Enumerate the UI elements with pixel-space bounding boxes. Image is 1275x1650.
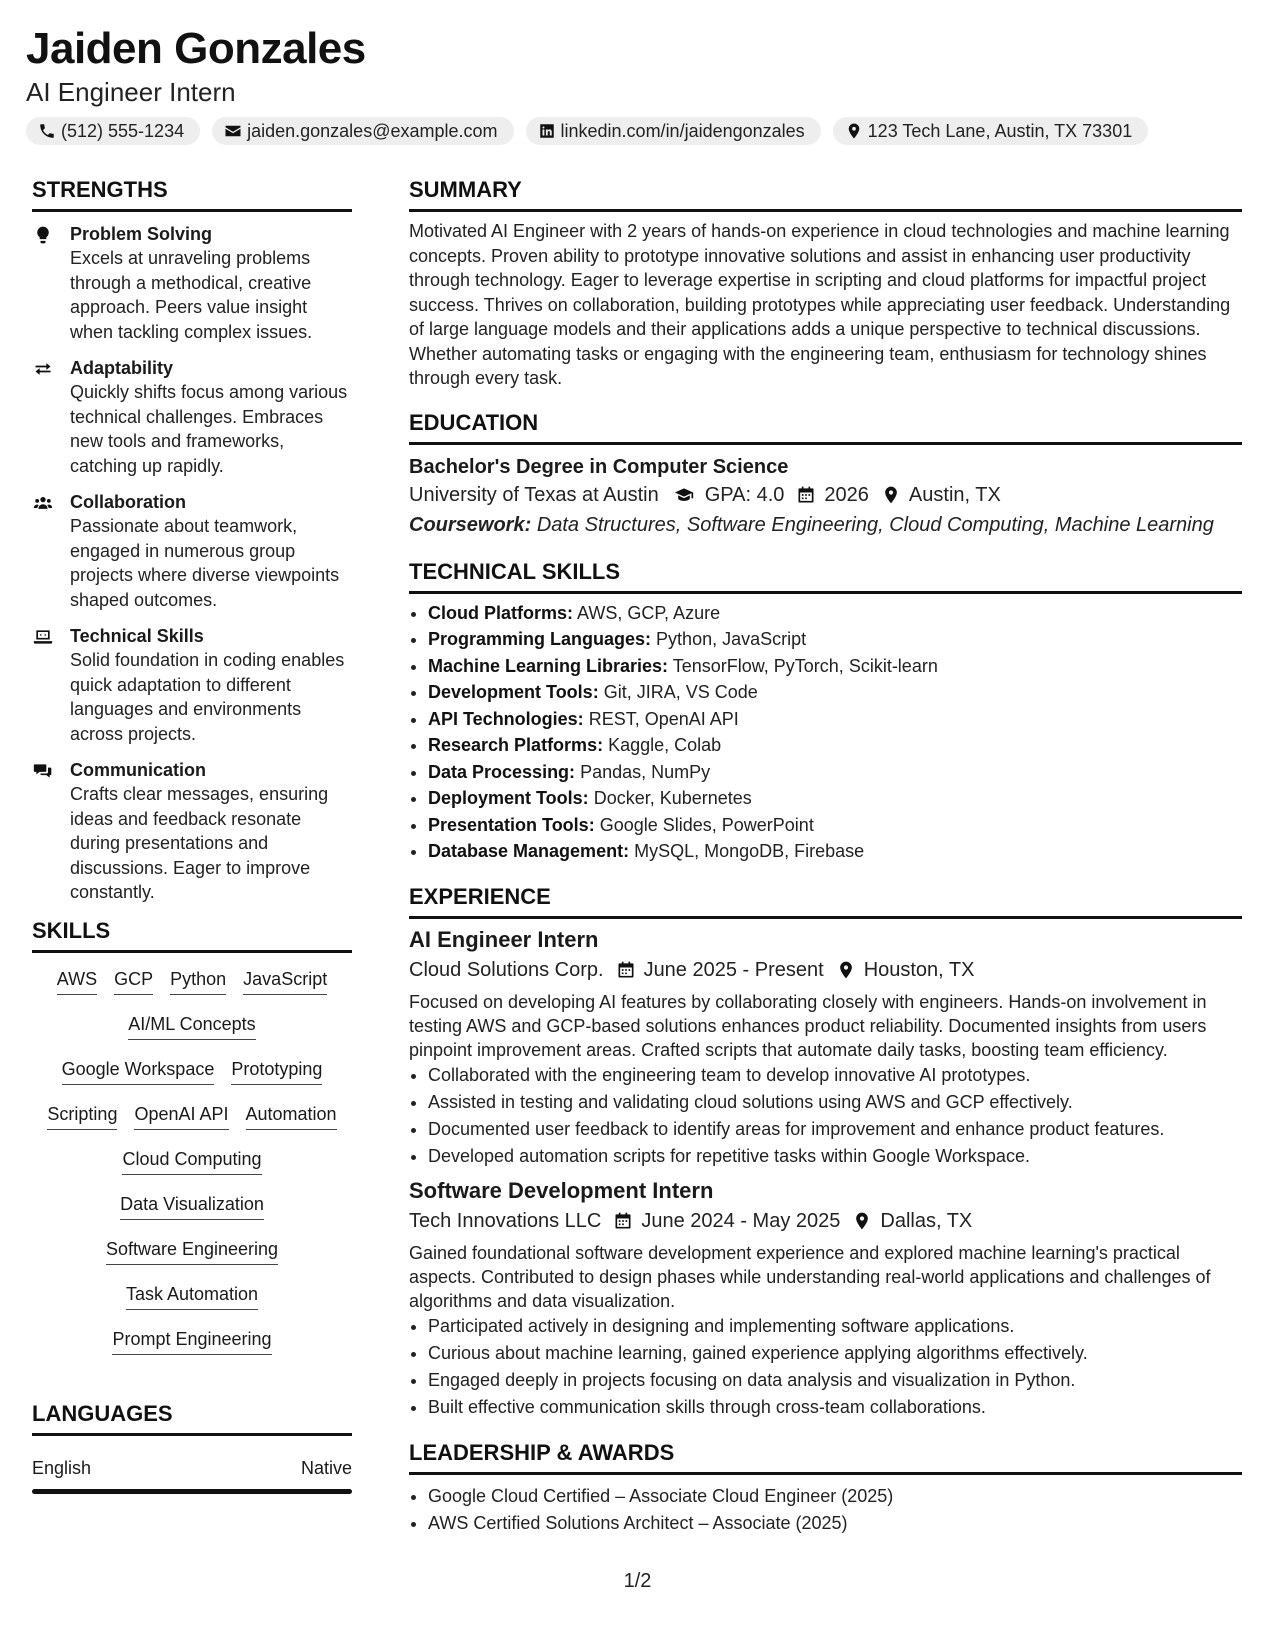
language-level-bar	[32, 1489, 352, 1494]
page-number: 1/2	[623, 1570, 652, 1592]
contact-email[interactable]	[212, 117, 513, 145]
candidate-title: AI Engineer Intern	[26, 77, 236, 107]
skill-tag: Python	[170, 967, 226, 995]
phone-icon	[38, 122, 56, 140]
skill-values: Kaggle, Colab	[608, 735, 722, 755]
linkedin-text: linkedin.com/in/jaidengonzales	[560, 120, 805, 141]
left-column	[32, 176, 352, 1494]
strength-desc: Passionate about teamwork, engaged in numerous group projects where diverse viewpoints shaped outcomes.	[70, 516, 340, 610]
leadership-heading: LEADERSHIP & AWARDS	[409, 1439, 1242, 1475]
technical-skill-item	[428, 679, 1242, 706]
skill-label: Data Processing:	[428, 761, 576, 782]
strength-title: Collaboration	[70, 492, 186, 512]
skill-values: TensorFlow, PyTorch, Scikit-learn	[672, 655, 938, 676]
skill-label: Cloud Platforms:	[428, 602, 574, 623]
award-item: • AWS Certified Solutions Architect – Associate (2025)	[428, 1510, 1242, 1537]
summary-heading: SUMMARY	[409, 176, 1242, 212]
skill-label: Development Tools:	[428, 682, 599, 702]
education-meta	[409, 480, 1242, 510]
strength-desc: Quickly shifts focus among various technical challenges. Embraces new tools and frameworks, catching up rapidly.	[70, 382, 348, 476]
language-name: English	[32, 1457, 92, 1478]
graduation-year: 2026	[824, 483, 869, 506]
technical-skills-heading: TECHNICAL SKILLS	[409, 558, 1242, 594]
technical-skill-item	[428, 838, 1242, 865]
right-column	[409, 176, 1242, 1537]
skill-label: API Technologies:	[428, 708, 584, 729]
strength-title: Problem Solving	[70, 224, 213, 244]
job-bullet: • Assisted in testing and validating cloud solutions using AWS and GCP effectively.	[428, 1089, 1242, 1116]
calendar-icon	[616, 960, 636, 980]
address-text: 123 Tech Lane, Austin, TX 73301	[867, 120, 1133, 141]
users-icon	[32, 493, 54, 513]
education-location: Austin, TX	[908, 483, 1001, 506]
education-heading: EDUCATION	[409, 409, 1242, 445]
calendar-icon	[613, 1211, 633, 1231]
degree-title: Bachelor's Degree in Computer Science	[409, 455, 789, 478]
coursework-list: Data Structures, Software Engineering, Cloud Computing, Machine Learning	[536, 513, 1214, 536]
technical-skill-item	[428, 732, 1242, 759]
skill-tag: Automation	[246, 1102, 337, 1130]
language-level: Native	[300, 1457, 352, 1478]
job-bullet: • Collaborated with the engineering team to develop innovative AI prototypes.	[428, 1062, 1242, 1089]
map-pin-icon	[836, 960, 856, 980]
experience-heading: EXPERIENCE	[409, 883, 1242, 919]
skill-tag: Prompt Engineering	[112, 1327, 271, 1355]
gpa: GPA: 4.0	[704, 483, 785, 506]
skill-tag: AWS	[57, 967, 97, 995]
strength-item	[32, 758, 352, 905]
graduation-cap-icon	[671, 485, 697, 505]
skill-tag: Prototyping	[231, 1057, 322, 1085]
skill-label: Deployment Tools:	[428, 788, 589, 808]
technical-skills-list	[409, 600, 1242, 865]
contact-bar	[26, 117, 1256, 145]
resume-header	[26, 24, 1256, 145]
technical-skill-item	[428, 812, 1242, 839]
job-dates: June 2024 - May 2025	[641, 1209, 841, 1232]
job-bullets	[409, 1062, 1242, 1170]
skill-values: Git, JIRA, VS Code	[603, 682, 758, 702]
job-title: AI Engineer Intern	[409, 926, 599, 952]
leadership-list	[409, 1483, 1242, 1537]
job-description: Focused on developing AI features by collaborating closely with engineers. Hands-on involvement in testing AWS and GCP-based solutions enhances product reliability. Documented insights from users pinpoint improvement areas. Crafted scripts that automate daily tasks, boosting team efficiency.	[409, 991, 1207, 1060]
company-name: Tech Innovations LLC	[409, 1209, 602, 1232]
skills-heading: SKILLS	[32, 917, 352, 953]
skill-values: Docker, Kubernetes	[593, 788, 752, 808]
strength-item	[32, 356, 352, 478]
job-location: Houston, TX	[863, 958, 975, 981]
strength-item	[32, 222, 352, 344]
technical-skill-item	[428, 600, 1242, 627]
job-description: Gained foundational software development experience and explored machine learning's practical aspects. Contributed to design phases while understanding real-world applications and challenges of algorithms and data visualization.	[409, 1242, 1211, 1311]
job-bullet: • Developed automation scripts for repetitive tasks within Google Workspace.	[428, 1143, 1242, 1170]
skill-values: Python, JavaScript	[656, 629, 807, 649]
contact-address[interactable]	[833, 117, 1149, 145]
summary-text: Motivated AI Engineer with 2 years of hands-on experience in cloud technologies and machine learning concepts. Proven ability to prototype innovative solutions and assist in enhancing user productivity through technology. Eager to leverage expertise in scripting and cloud platforms for impactful project success. Thrives on collaboration, building prototypes while appreciating user feedback. Understanding of large language models and their applications adds a unique perspective to technical discussions. Whether automating tasks or engaging with the engineering team, enthusiasm for technology shines through every task.	[409, 221, 1231, 388]
strength-title: Adaptability	[70, 358, 174, 378]
skill-values: Pandas, NumPy	[580, 761, 711, 782]
strength-desc: Excels at unraveling problems through a methodical, creative approach. Peers value insight when tackling complex issues.	[70, 248, 313, 342]
job-entry	[409, 1176, 1242, 1421]
job-entry	[409, 925, 1242, 1170]
job-location: Dallas, TX	[880, 1209, 973, 1232]
technical-skill-item	[428, 653, 1242, 680]
technical-skill-item	[428, 759, 1242, 786]
contact-linkedin[interactable]	[526, 117, 821, 145]
coursework-label: Coursework:	[409, 513, 532, 536]
job-bullet: • Engaged deeply in projects focusing on data analysis and visualization in Python.	[428, 1367, 1242, 1394]
envelope-icon	[224, 122, 242, 140]
skill-tag: Software Engineering	[106, 1237, 278, 1265]
skill-tag: GCP	[114, 967, 153, 995]
job-meta	[409, 1206, 1242, 1236]
exchange-arrows-icon	[32, 359, 54, 379]
school-name: University of Texas at Austin	[409, 483, 659, 506]
lightbulb-icon	[32, 225, 54, 245]
skill-tag: JavaScript	[243, 967, 327, 995]
strength-desc: Solid foundation in coding enables quick adaptation to different languages and environments across projects.	[70, 650, 345, 744]
job-bullet: • Curious about machine learning, gained experience applying algorithms effectively.	[428, 1340, 1242, 1367]
job-bullet: • Participated actively in designing and implementing software applications.	[428, 1313, 1242, 1340]
strengths-list	[32, 222, 352, 905]
job-bullets	[409, 1313, 1242, 1421]
coursework	[409, 510, 1242, 540]
linkedin-icon	[538, 122, 556, 140]
strength-title: Technical Skills	[70, 626, 204, 646]
skill-label: Machine Learning Libraries:	[428, 655, 669, 676]
technical-skill-item	[428, 706, 1242, 733]
strength-title: Communication	[70, 760, 207, 780]
languages-heading: LANGUAGES	[32, 1400, 352, 1436]
technical-skill-item	[428, 785, 1242, 812]
map-pin-icon	[881, 485, 901, 505]
candidate-name: Jaiden Gonzales	[26, 24, 366, 73]
technical-skill-item	[428, 626, 1242, 653]
phone-text: (512) 555-1234	[61, 120, 185, 141]
skill-label: Programming Languages:	[428, 629, 652, 649]
company-name: Cloud Solutions Corp.	[409, 958, 604, 981]
job-dates: June 2025 - Present	[643, 958, 824, 981]
skill-tag: Google Workspace	[62, 1057, 215, 1085]
skill-values: MySQL, MongoDB, Firebase	[634, 841, 865, 861]
skill-values: AWS, GCP, Azure	[577, 602, 721, 623]
skill-tag: Scripting	[47, 1102, 117, 1130]
skill-label: Database Management:	[428, 841, 630, 861]
skills-cloud	[32, 967, 352, 1372]
strength-item	[32, 624, 352, 746]
skill-values: REST, OpenAI API	[588, 708, 739, 729]
strength-desc: Crafts clear messages, ensuring ideas and feedback resonate during presentations and discussions. Eager to improve constantly.	[70, 784, 329, 902]
job-meta	[409, 955, 1242, 985]
map-pin-icon	[845, 122, 863, 140]
map-pin-icon	[852, 1211, 872, 1231]
job-bullet: • Documented user feedback to identify areas for improvement and enhance product features.	[428, 1116, 1242, 1143]
skill-label: Presentation Tools:	[428, 814, 595, 835]
calendar-icon	[796, 485, 816, 505]
award-item: • Google Cloud Certified – Associate Cloud Engineer (2025)	[428, 1483, 1242, 1510]
strength-item	[32, 490, 352, 612]
job-bullet: • Built effective communication skills through cross-team collaborations.	[428, 1394, 1242, 1421]
skill-values: Google Slides, PowerPoint	[599, 814, 814, 835]
skill-tag: Task Automation	[126, 1282, 258, 1310]
skill-label: Research Platforms:	[428, 735, 604, 755]
comments-icon	[32, 761, 54, 781]
language-item	[32, 1458, 352, 1479]
laptop-code-icon	[32, 627, 54, 647]
strengths-heading: STRENGTHS	[32, 176, 352, 212]
skill-tag: AI/ML Concepts	[128, 1012, 255, 1040]
job-title: Software Development Intern	[409, 1177, 714, 1203]
skill-tag: Cloud Computing	[122, 1147, 261, 1175]
skill-tag: Data Visualization	[120, 1192, 264, 1220]
email-text: jaiden.gonzales@example.com	[247, 120, 498, 141]
contact-phone[interactable]	[26, 117, 200, 145]
skill-tag: OpenAI API	[134, 1102, 228, 1130]
